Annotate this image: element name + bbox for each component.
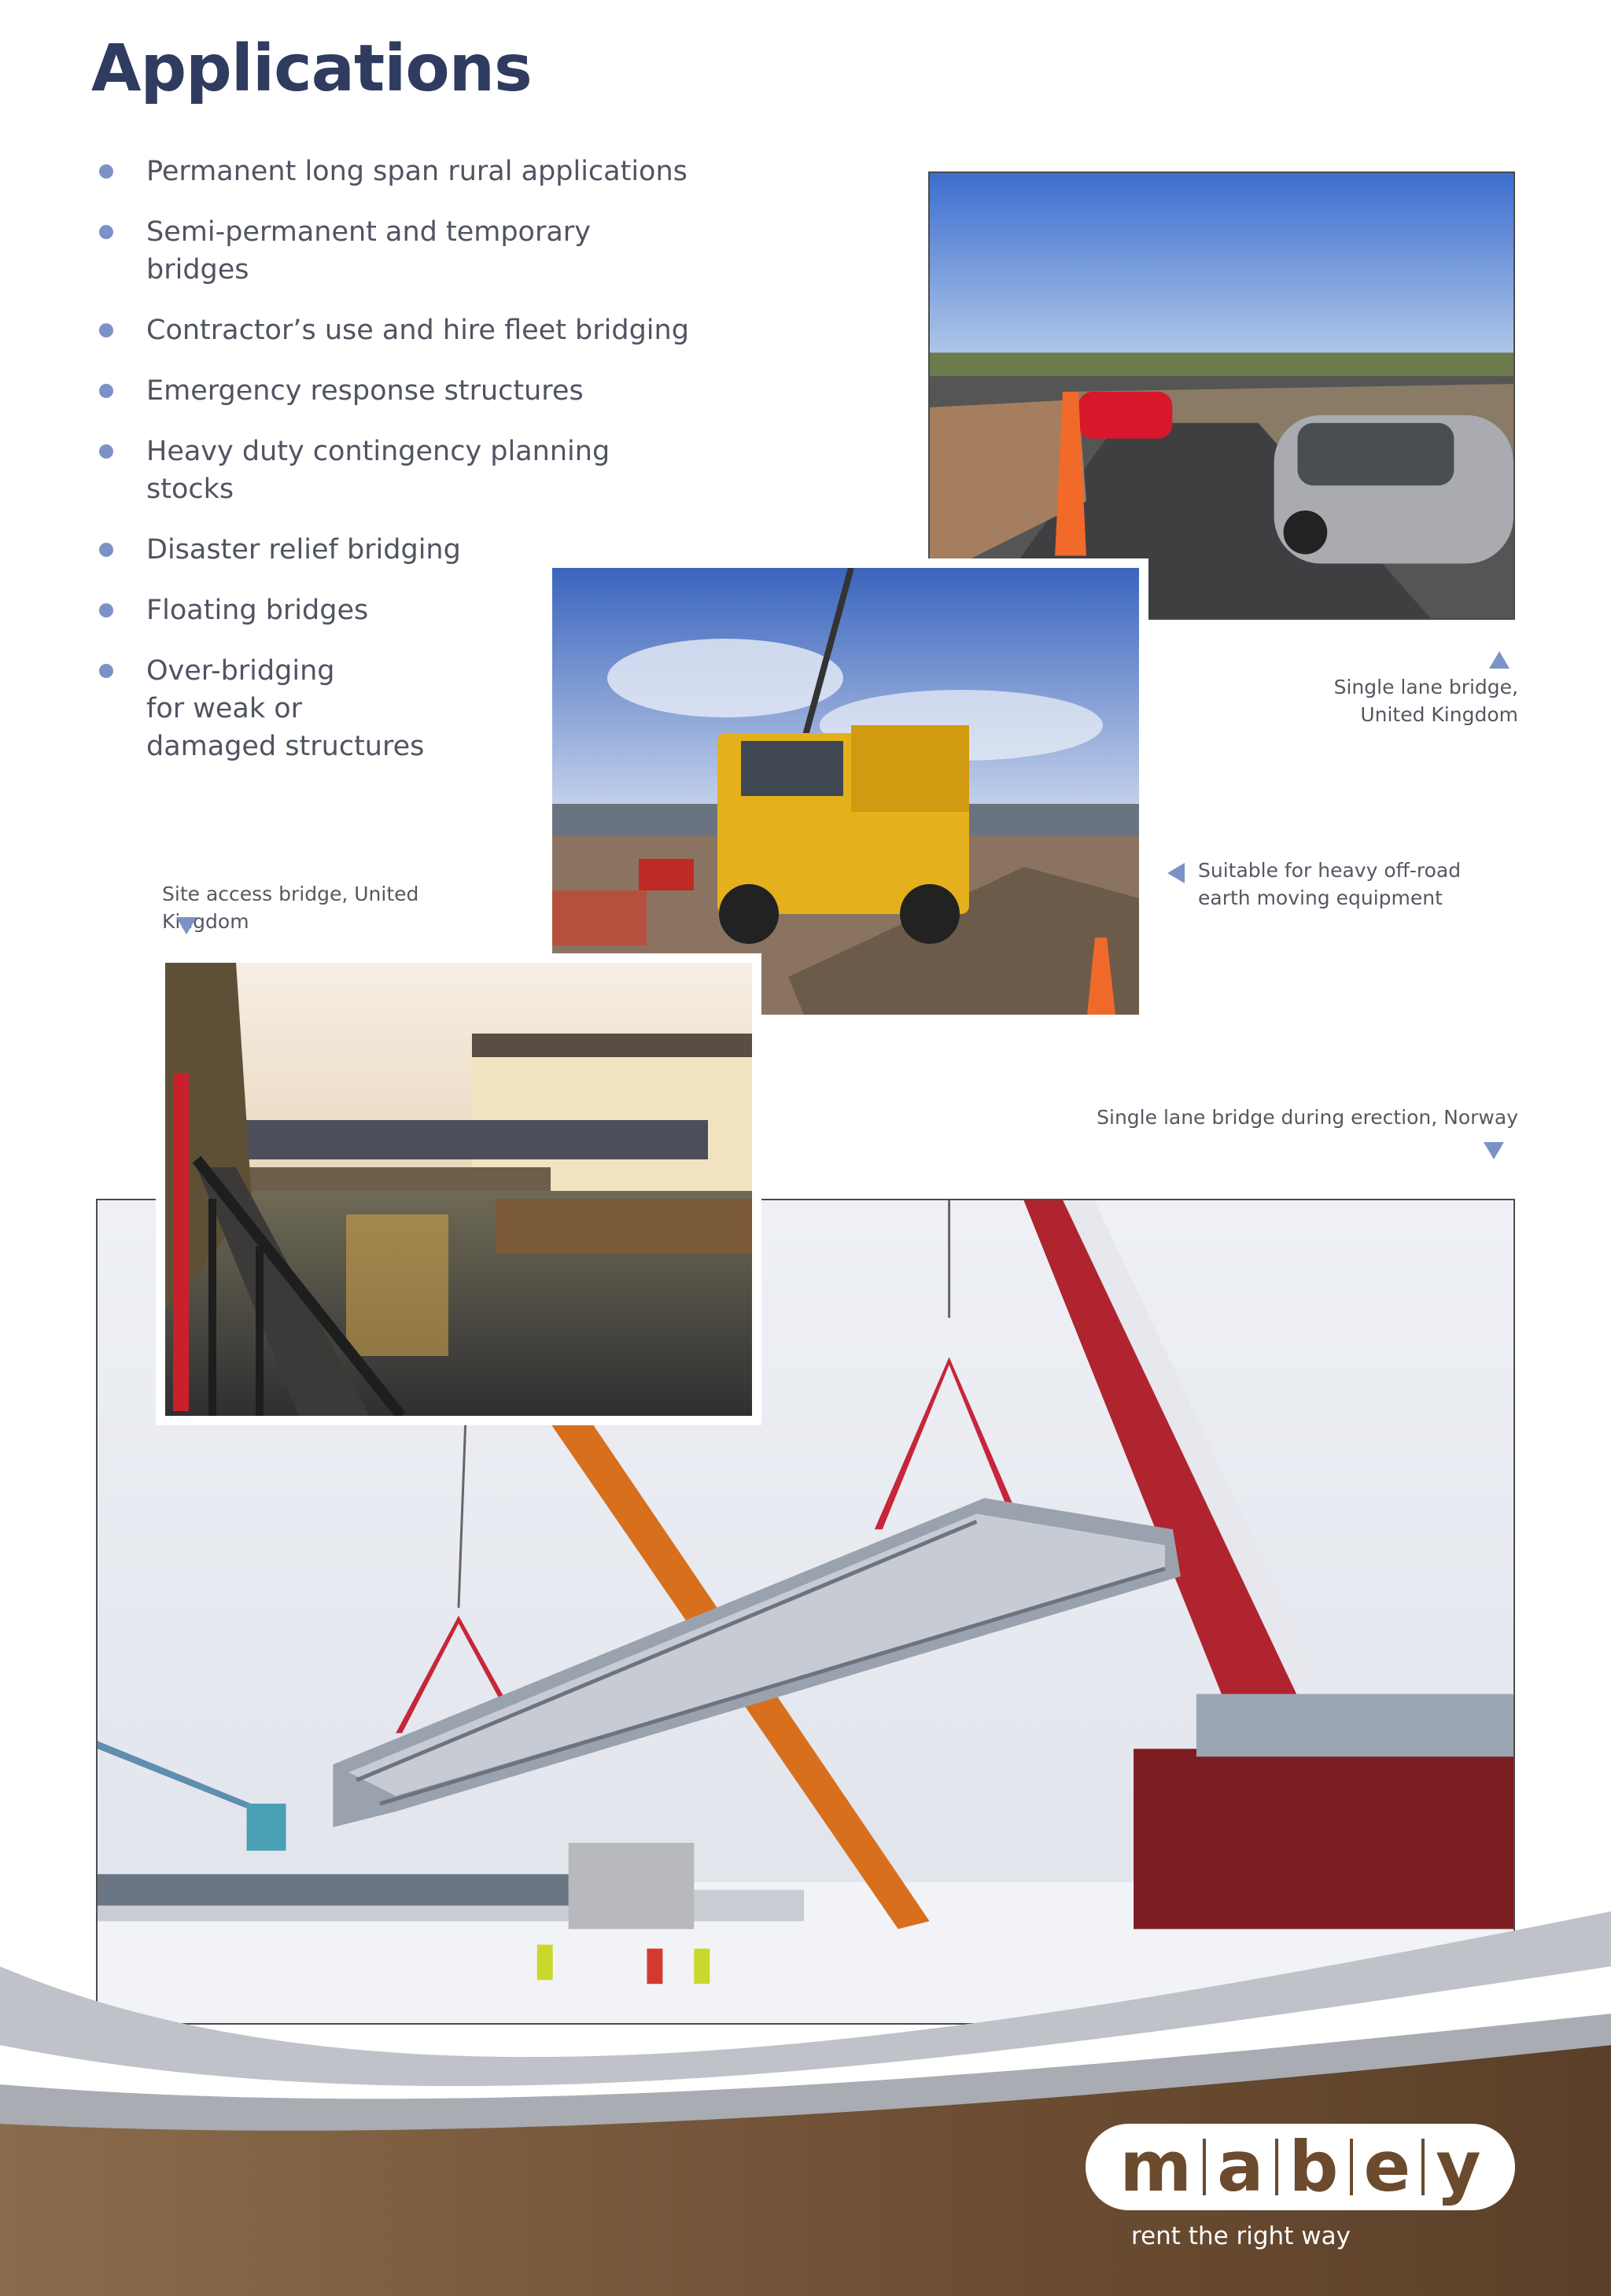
triangle-arrow-icon: [176, 917, 197, 934]
circle-bullet-icon: [99, 543, 113, 557]
caption-earth-moving: Suitable for heavy off-road earth moving equipment: [1198, 859, 1462, 909]
list-item-text: Over-bridging for weak or damaged structures: [146, 655, 425, 762]
footer-wave: [0, 1888, 1611, 2296]
circle-bullet-icon: [99, 225, 113, 239]
list-item-text: Semi-permanent and temporary bridges: [146, 216, 591, 286]
list-item: [98, 311, 695, 349]
list-item: [98, 433, 695, 508]
circle-bullet-icon: [99, 164, 113, 179]
list-item: [98, 153, 695, 190]
logo-tagline: rent the right way: [1131, 2222, 1351, 2250]
logo-letters: [1108, 2128, 1491, 2206]
logo-letter: m: [1119, 2126, 1193, 2207]
triangle-arrow-icon: [1484, 1142, 1504, 1159]
list-item-text: Heavy duty contingency planning stocks: [146, 436, 610, 505]
list-item-text: Emergency response structures: [146, 375, 584, 407]
list-item-text: Permanent long span rural applications: [146, 156, 688, 187]
list-item: [98, 372, 695, 410]
mabey-logo: [1086, 2124, 1515, 2210]
triangle-arrow-icon: [1489, 651, 1510, 669]
caption-single-lane-bridge-uk: Single lane bridge, United Kingdom: [1333, 676, 1518, 726]
triangle-arrow-icon: [1167, 863, 1185, 883]
caption-site-access: Site access bridge, United Kingdom: [162, 883, 419, 933]
photo-site-access-bridge: [156, 953, 761, 1425]
circle-bullet-icon: [99, 323, 113, 337]
logo-letter: b: [1288, 2126, 1339, 2207]
logo-letter: e: [1363, 2126, 1411, 2207]
list-item-text: Contractor’s use and hire fleet bridging: [146, 315, 689, 346]
circle-bullet-icon: [99, 664, 113, 678]
circle-bullet-icon: [99, 384, 113, 398]
logo-letter: y: [1436, 2126, 1481, 2207]
list-item-text: Disaster relief bridging: [146, 534, 461, 566]
logo-letter: a: [1217, 2126, 1264, 2207]
list-item: [98, 213, 695, 289]
caption-norway: Single lane bridge during erection, Norway: [1097, 1106, 1518, 1129]
photo-single-lane-bridge-uk: [928, 171, 1515, 620]
list-item-text: Floating bridges: [146, 595, 369, 626]
circle-bullet-icon: [99, 603, 113, 617]
page-title: Applications: [91, 31, 532, 106]
circle-bullet-icon: [99, 444, 113, 459]
